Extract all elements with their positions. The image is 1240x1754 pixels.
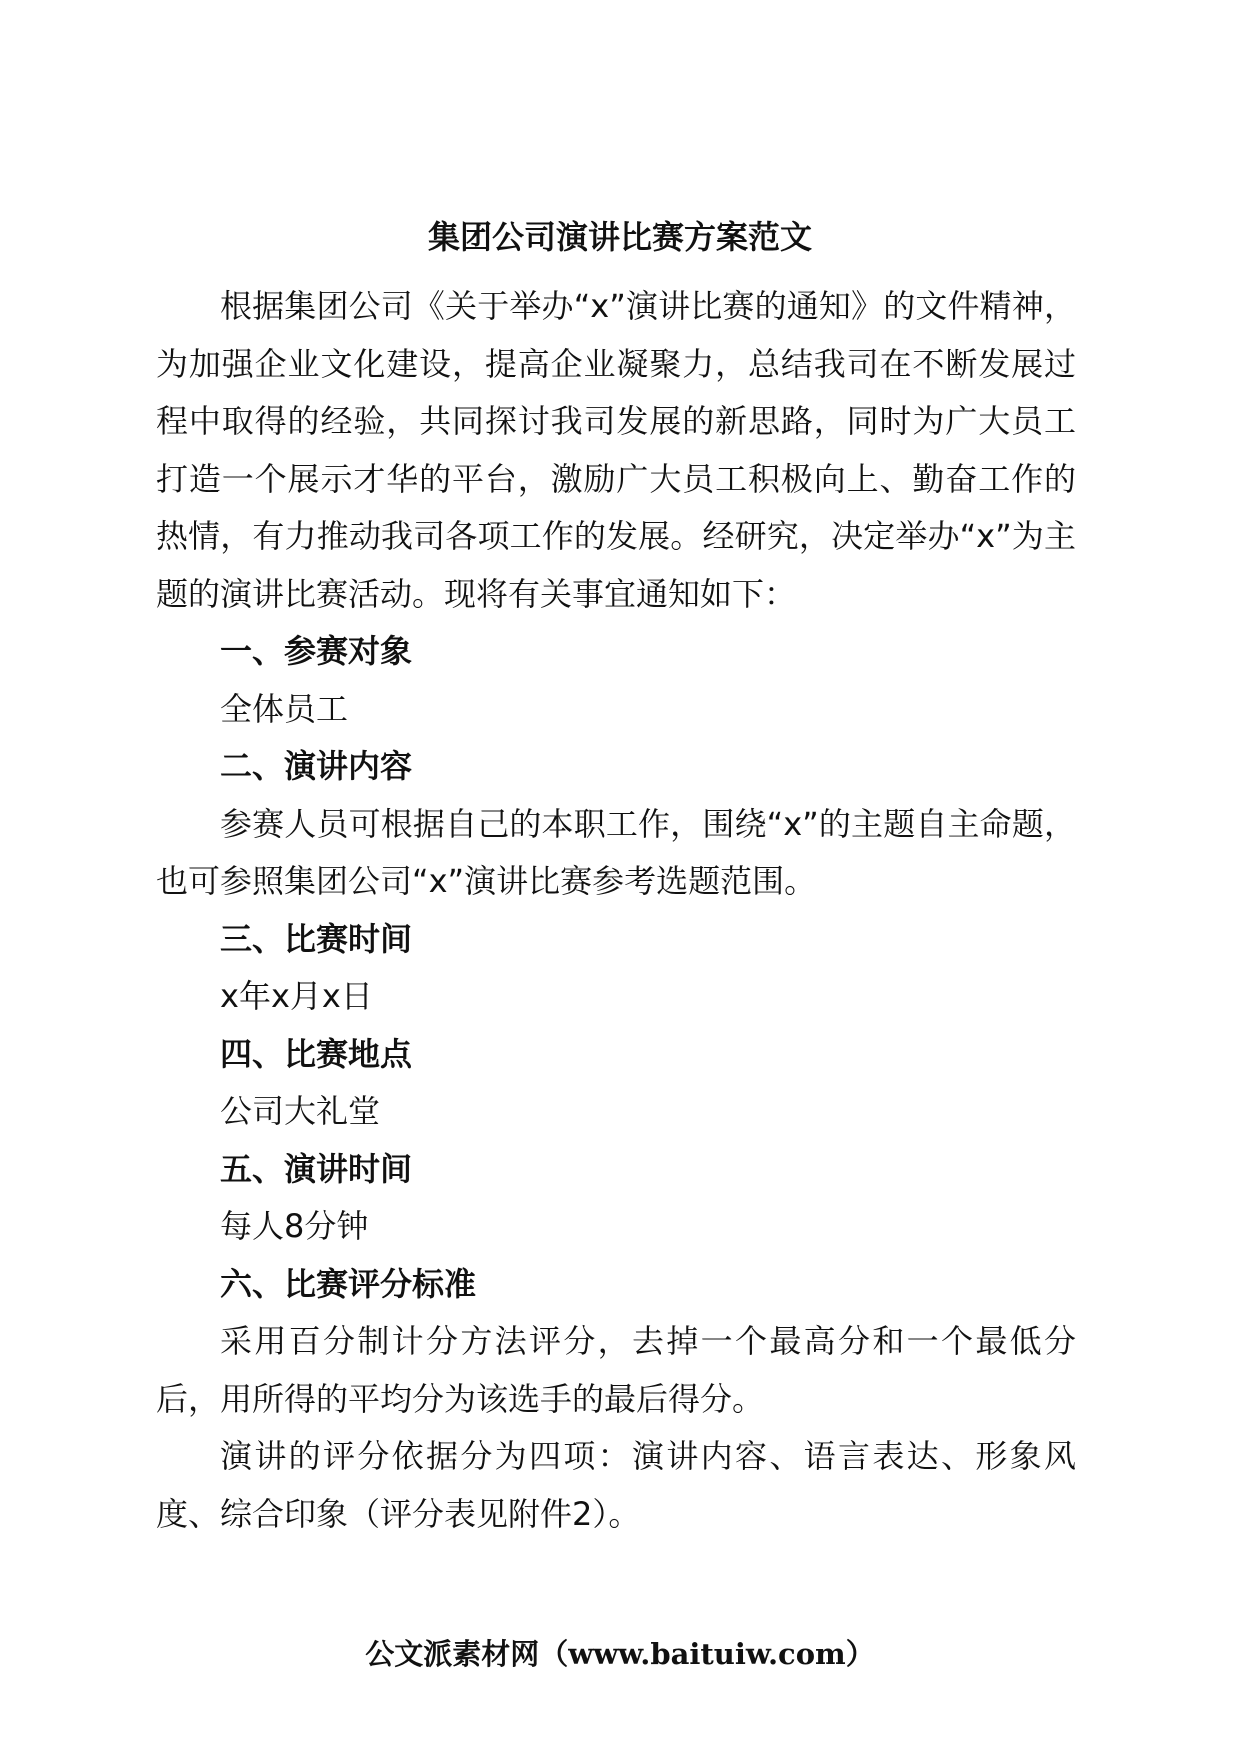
document-body [156, 278, 1076, 1543]
footer-source: 公文派素材网（www.baituiw.com） [365, 1637, 875, 1671]
section-heading-time: 三、比赛时间 [220, 919, 413, 958]
section-text-duration: 每人8分钟 [220, 1207, 369, 1245]
section-text-scoring-criteria: 演讲的评分依据分为四项：演讲内容、语言表达、形象风度、综合印象（评分表见附件2）。 [156, 1437, 1076, 1533]
intro-paragraph: 根据集团公司《关于举办“x”演讲比赛的通知》的文件精神，为加强企业文化建设，提高企业凝聚力，总结我司在不断发展过程中取得的经验，共同探讨我司发展的新思路，同时为广大员工打造一个展示才华的平台，激励广大员工积极向上、勤奋工作的热情，有力推动我司各项工作的发展。经研究，决定举办“x”为主题的演讲比赛活动。现将有关事宜通知如下： [156, 287, 1076, 613]
section-text-scoring: 采用百分制计分方法评分，去掉一个最高分和一个最低分后，用所得的平均分为该选手的最后得分。 [156, 1322, 1076, 1418]
section-text-participants: 全体员工 [220, 689, 349, 728]
section-heading-participants: 一、参赛对象 [220, 632, 413, 670]
section-heading-duration: 五、演讲时间 [220, 1149, 413, 1188]
section-text-time: x年x月x日 [220, 977, 373, 1015]
section-heading-scoring: 六、比赛评分标准 [220, 1264, 477, 1303]
section-text-content: 参赛人员可根据自己的本职工作，围绕“x”的主题自主命题，也可参照集团公司“x”演讲比赛参考选题范围。 [156, 804, 1076, 900]
section-text-location: 公司大礼堂 [220, 1092, 381, 1130]
section-heading-location: 四、比赛地点 [220, 1034, 413, 1073]
section-heading-content: 二、演讲内容 [220, 747, 413, 785]
document-title: 集团公司演讲比赛方案范文 [427, 218, 812, 256]
